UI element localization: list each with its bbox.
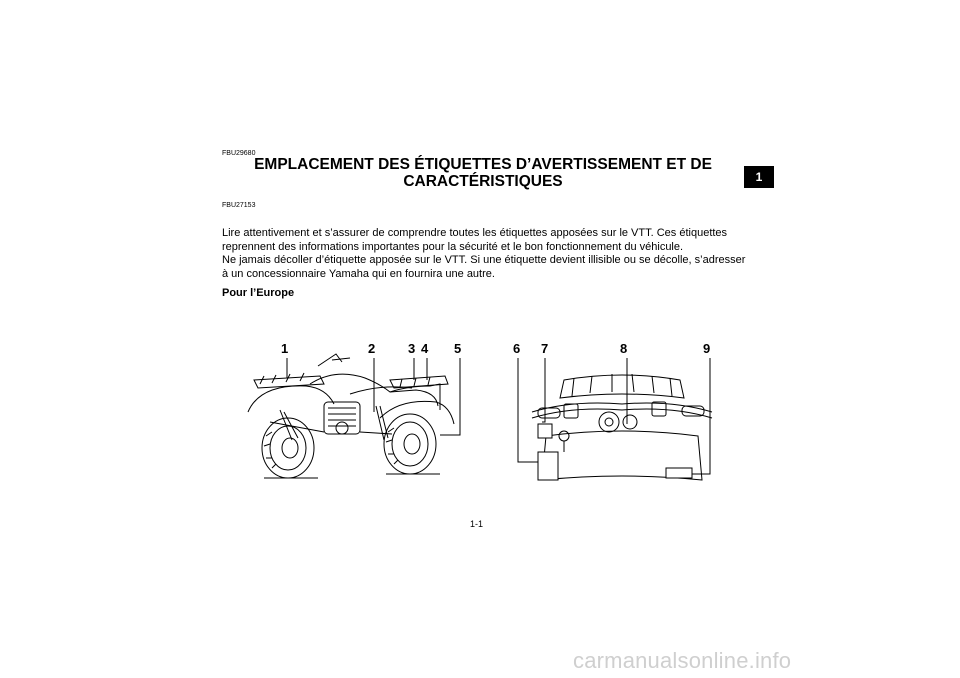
body-text bbox=[222, 227, 752, 281]
paragraph: Lire attentivement et s’assurer de comprendre toutes les étiquettes apposées sur le VTT. Ces étiquettes reprennent des informations importantes pour la sécurité et le bon fonctionnement du véhicule. bbox=[222, 227, 728, 253]
callout-number: 9 bbox=[703, 341, 711, 356]
callout-number: 7 bbox=[541, 341, 549, 356]
document-code: FBU29680 bbox=[222, 150, 256, 157]
callout-number: 3 bbox=[408, 341, 416, 356]
page-number: 1-1 bbox=[470, 519, 484, 529]
handlebar-view-illustration bbox=[512, 340, 722, 490]
section-subheading: Pour l’Europe bbox=[222, 287, 295, 299]
callout-number: 5 bbox=[454, 341, 462, 356]
paragraph: Ne jamais décoller d’étiquette apposée sur le VTT. Si une étiquette devient illisible ou se décolle, s’adresser à un concessionnaire Yamaha qui en fournira une autre. bbox=[222, 254, 746, 280]
callout-number: 1 bbox=[281, 341, 289, 356]
atv-side-view-illustration bbox=[240, 340, 475, 490]
document-code: FBU27153 bbox=[222, 202, 256, 209]
watermark: carmanualsonline.info bbox=[573, 648, 792, 673]
callout-number: 2 bbox=[368, 341, 376, 356]
callout-number: 6 bbox=[513, 341, 521, 356]
section-tab: 1 bbox=[744, 166, 774, 188]
page-title: EMPLACEMENT DES ÉTIQUETTES D’AVERTISSEMENT ET DE CARACTÉRISTIQUES bbox=[254, 156, 712, 190]
callout-number: 8 bbox=[620, 341, 628, 356]
callout-number: 4 bbox=[421, 341, 429, 356]
